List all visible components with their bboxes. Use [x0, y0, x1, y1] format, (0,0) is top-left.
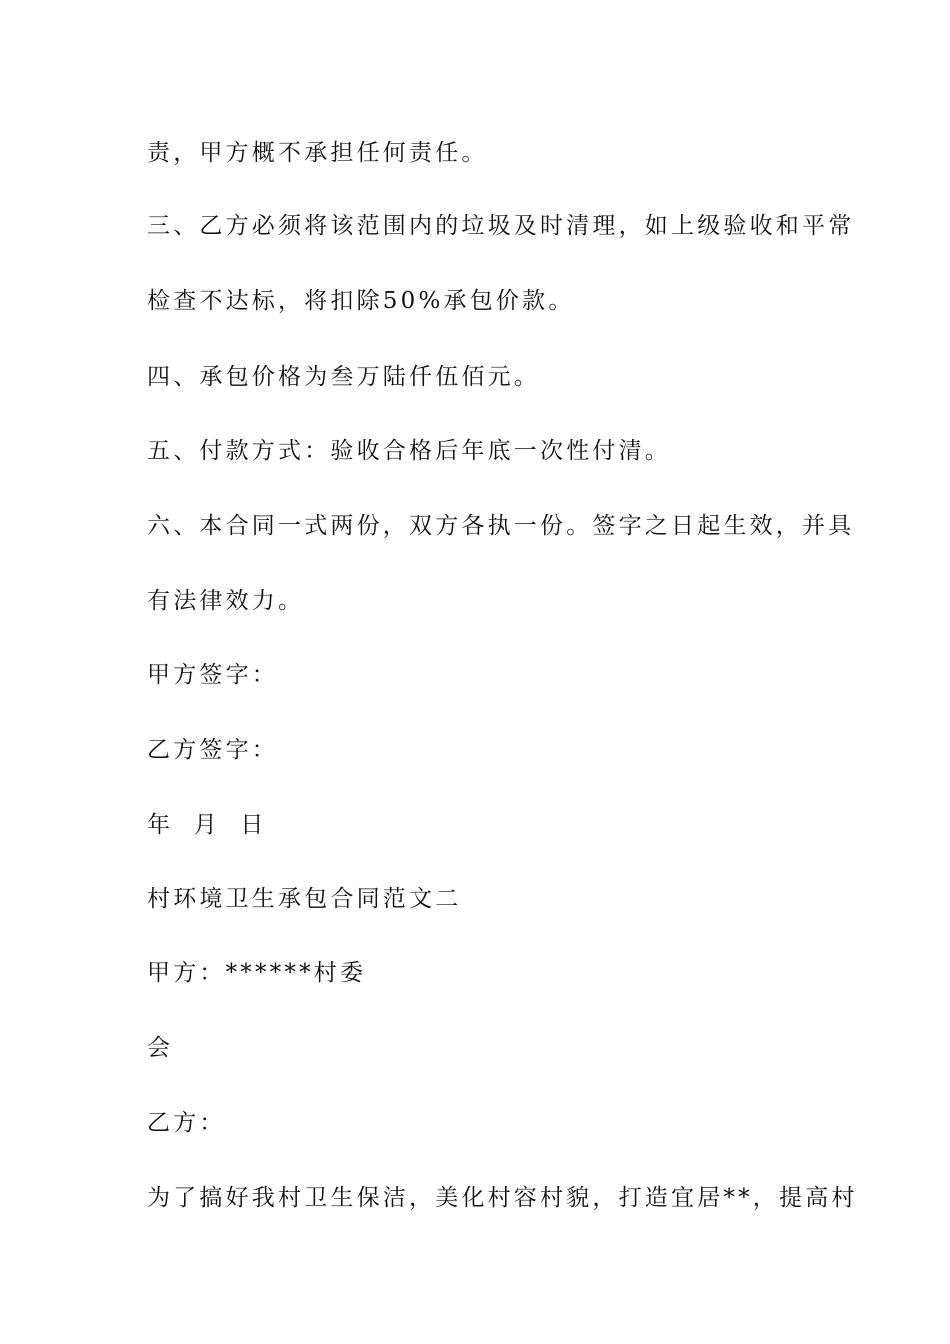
- intro-paragraph-line: 为了搞好我村卫生保洁，美化村容村貌，打造宜居**，提高村: [147, 1185, 858, 1211]
- clause-six-line-1: 六、本合同一式两份，双方各执一份。签字之日起生效，并具: [147, 513, 855, 539]
- clause-five: 五、付款方式：验收合格后年底一次性付清。: [147, 438, 671, 464]
- date-line: 年 月 日: [147, 812, 267, 838]
- party-a-line: 甲方：******村委: [147, 960, 367, 986]
- section-title: 村环境卫生承包合同范文二: [147, 886, 462, 912]
- clause-three-line-1: 三、乙方必须将该范围内的垃圾及时清理，如上级验收和平常: [147, 213, 855, 239]
- clause-four: 四、承包价格为叁万陆仟伍佰元。: [147, 364, 540, 390]
- party-b-line: 乙方：: [147, 1110, 226, 1136]
- party-a-line-continued: 会: [147, 1035, 174, 1061]
- party-a-signature: 甲方签字：: [147, 662, 278, 688]
- paragraph-line: 责，甲方概不承担任何责任。: [147, 140, 488, 166]
- clause-six-line-2: 有法律效力。: [147, 588, 305, 614]
- party-b-signature: 乙方签字：: [147, 737, 278, 763]
- clause-three-line-2: 检查不达标，将扣除50%承包价款。: [147, 288, 575, 314]
